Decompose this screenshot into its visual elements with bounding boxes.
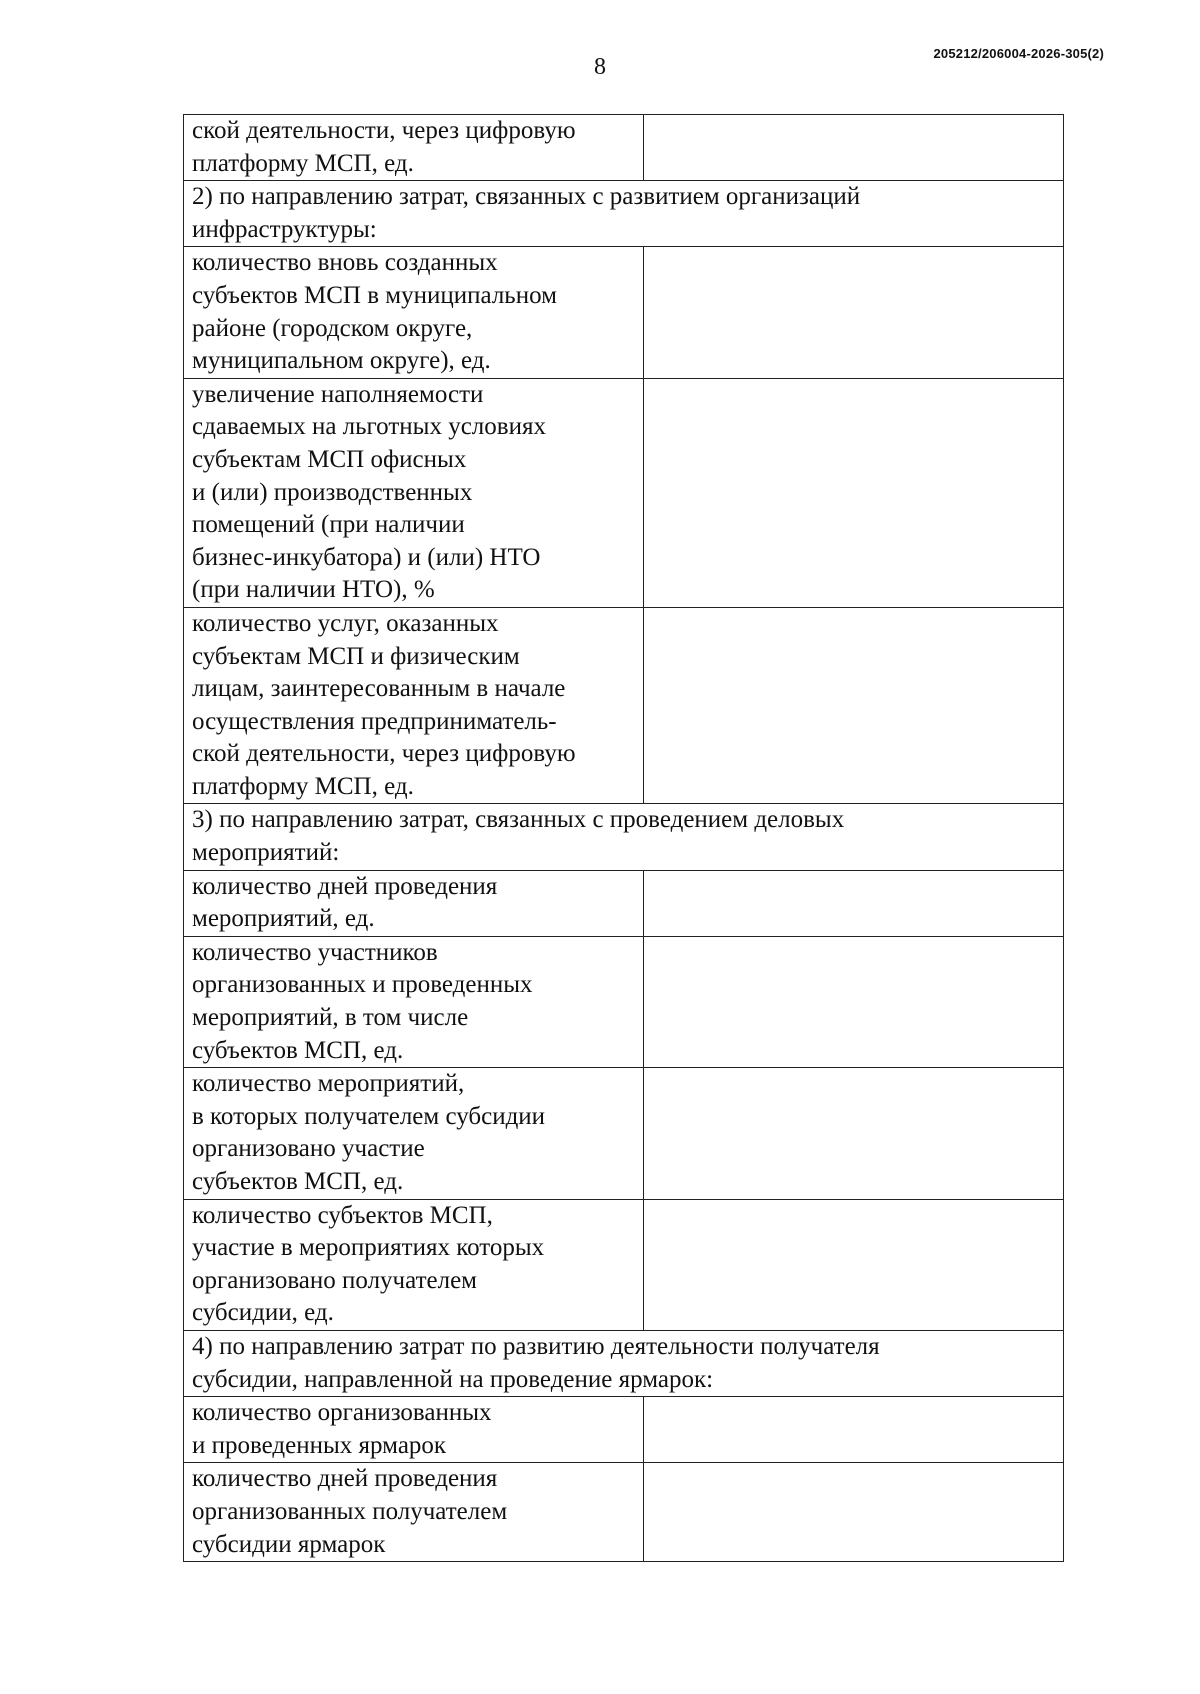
table-row bbox=[184, 936, 1064, 1067]
indicator-label: количество дней проведения мероприятий, ед. bbox=[184, 870, 644, 936]
page-number: 8 bbox=[594, 54, 606, 80]
table-row bbox=[184, 378, 1064, 607]
indicator-label: количество услуг, оказанных субъектам МСП и физическим лицам, заинтересованным в начале осуществления предприниматель- ской деятельности, через цифровую платформу МСП, ед. bbox=[184, 607, 644, 804]
indicator-label: количество вновь созданных субъектов МСП в муниципальном районе (городском округе, муниципальном округе), ед. bbox=[184, 247, 644, 378]
indicator-value-cell bbox=[644, 378, 1064, 607]
indicator-label: увеличение наполняемости сдаваемых на льготных условиях субъектам МСП офисных и (или) производственных помещений (при наличии бизнес-инкубатора) и (или) НТО (при наличии НТО), % bbox=[184, 378, 644, 607]
section-heading: 4) по направлению затрат по развитию деятельности получателя субсидии, направленной на проведение ярмарок: bbox=[184, 1330, 1064, 1396]
indicator-label: количество мероприятий, в которых получателем субсидии организовано участие субъектов МСП, ед. bbox=[184, 1068, 644, 1199]
indicator-label: количество участников организованных и проведенных мероприятий, в том числе субъектов МСП, ед. bbox=[184, 936, 644, 1067]
indicator-value-cell bbox=[644, 247, 1064, 378]
table-row bbox=[184, 1199, 1064, 1330]
table-row bbox=[184, 115, 1064, 181]
indicator-value-cell bbox=[644, 607, 1064, 804]
table-row bbox=[184, 1463, 1064, 1562]
indicator-value-cell bbox=[644, 115, 1064, 181]
table-row bbox=[184, 247, 1064, 378]
section-heading: 2) по направлению затрат, связанных с развитием организаций инфраструктуры: bbox=[184, 181, 1064, 247]
indicator-value-cell bbox=[644, 1463, 1064, 1562]
indicator-label: количество дней проведения организованных получателем субсидии ярмарок bbox=[184, 1463, 644, 1562]
indicators-table bbox=[183, 114, 1064, 1562]
table-row bbox=[184, 1397, 1064, 1463]
indicator-label: количество организованных и проведенных ярмарок bbox=[184, 1397, 644, 1463]
section-heading: 3) по направлению затрат, связанных с проведением деловых мероприятий: bbox=[184, 804, 1064, 870]
section-row bbox=[184, 181, 1064, 247]
indicator-value-cell bbox=[644, 936, 1064, 1067]
indicator-value-cell bbox=[644, 1068, 1064, 1199]
indicator-label: ской деятельности, через цифровую платформу МСП, ед. bbox=[184, 115, 644, 181]
indicator-label: количество субъектов МСП, участие в мероприятиях которых организовано получателем субсидии, ед. bbox=[184, 1199, 644, 1330]
indicator-value-cell bbox=[644, 870, 1064, 936]
table-row bbox=[184, 607, 1064, 804]
document-code: 205212/206004-2026-305(2) bbox=[933, 46, 1104, 61]
section-row bbox=[184, 804, 1064, 870]
table-row bbox=[184, 870, 1064, 936]
section-row bbox=[184, 1330, 1064, 1396]
table-row bbox=[184, 1068, 1064, 1199]
indicator-value-cell bbox=[644, 1199, 1064, 1330]
indicator-value-cell bbox=[644, 1397, 1064, 1463]
